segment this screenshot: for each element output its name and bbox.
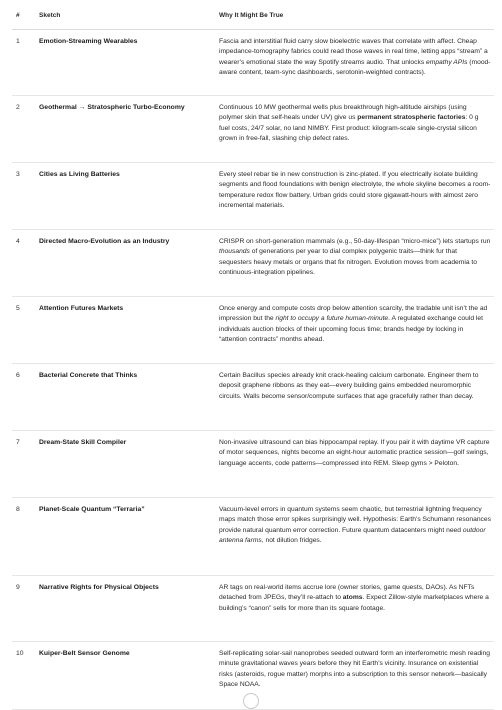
table-row bbox=[12, 297, 494, 364]
header-why: Why It Might Be True bbox=[219, 12, 284, 19]
why-description: Self-replicating solar-sail nanoprobes seeded outward form an interferometric mesh reading minute gravitational waves years before they hit Earth’s vicinity. Insurance on existential risks (asteroids, rogue matter) morphs into a subscription to this sensor network—basically Space NOAA. bbox=[219, 650, 490, 689]
why-description: Non-invasive ultrasound can bias hippocampal replay. If you pair it with daytime VR capture of motor sequences, nights become an eight-hour automatic practice session—golf swings, language accents, code patterns—compressed into REM. Sleep gyms > Peloton. bbox=[219, 439, 490, 467]
table-header bbox=[12, 8, 494, 30]
row-number: 10 bbox=[16, 650, 24, 657]
sketch-title: Bacterial Concrete that Thinks bbox=[39, 372, 138, 379]
row-number: 7 bbox=[16, 439, 20, 446]
why-description: AR tags on real-world items accrue lore (owner stories, game quests, DAOs). As NFTs detached from JPEGs, they’ll re-attach to atoms. Expect Zillow-style marketplaces where a building’s “canon” sells for more than its square footage. bbox=[219, 584, 489, 612]
sketch-title: Attention Futures Markets bbox=[39, 305, 124, 312]
sketch-title: Narrative Rights for Physical Objects bbox=[39, 584, 159, 591]
header-number: # bbox=[16, 12, 20, 19]
row-number: 3 bbox=[16, 171, 20, 178]
table-row bbox=[12, 498, 494, 576]
row-number: 9 bbox=[16, 584, 20, 591]
table-row bbox=[12, 96, 494, 163]
row-number: 2 bbox=[16, 104, 20, 111]
why-description: Every steel rebar tie in new construction is zinc-plated. If you electrically isolate building segments and flood foundations with benign electrolyte, the whole skyline becomes a room-temperature redox flow battery. Urban grids could store gigawatt-hours with almost zero incremental materials. bbox=[219, 171, 491, 210]
header-sketch: Sketch bbox=[39, 12, 61, 19]
sketch-title: Dream-State Skill Compiler bbox=[39, 439, 127, 446]
table-row bbox=[12, 576, 494, 642]
why-description: Fascia and interstitial fluid carry slow bioelectric waves that correlate with affect. Cheap impedance-tomography fabrics could read those waves in real time, letting apps “stream” a wearer’s emotional state the way Spotify streams audio. That unlocks empathy APIs (mood-aware content, team-sync dashboards, serotonin-weighted contracts). bbox=[219, 38, 491, 77]
row-number: 4 bbox=[16, 238, 20, 245]
why-description: Once energy and compute costs drop below attention scarcity, the tradable unit isn’t the ad impression but the right to occupy a future human-minute. A regulated exchange could let individuals auction blocks of their upcoming focus time; brands hedge by locking in “attention contracts” months ahead. bbox=[219, 305, 488, 344]
sketch-title: Geothermal → Stratospheric Turbo-Economy bbox=[39, 104, 185, 111]
row-number: 8 bbox=[16, 506, 20, 513]
why-description: Continuous 10 MW geothermal wells plus breakthrough high-altitude airships (using polymer skin that self-heals under UV) give us permanent stratospheric factories: 0 g fuel costs, 24/7 solar, no land NIMBY. First product: kilogram-scale single-crystal silicon grown in free-fall, slashing chip defect rates. bbox=[219, 104, 479, 143]
sketch-title: Cities as Living Batteries bbox=[39, 171, 120, 178]
table-row bbox=[12, 431, 494, 498]
sketch-title: Directed Macro-Evolution as an Industry bbox=[39, 238, 170, 245]
table-row bbox=[12, 230, 494, 297]
row-number: 5 bbox=[16, 305, 20, 312]
why-description: CRISPR on short-generation mammals (e.g., 50-day-lifespan “micro-mice”) lets startups run thousands of generations per year to dial complex polygenic traits—think fur that sequesters heavy metals or organs that fix nitrogen. Evolution moves from academia to continuous-integration pipelines. bbox=[219, 238, 491, 277]
table-row bbox=[12, 163, 494, 230]
ideas-table bbox=[12, 8, 494, 710]
sketch-title: Emotion-Streaming Wearables bbox=[39, 38, 138, 45]
table-row bbox=[12, 30, 494, 96]
why-description: Certain Bacillus species already knit crack-healing calcium carbonate. Engineer them to deposit graphene ribbons as they eat—every building gains embedded neuromorphic circuits. Walls become sensor/compute surfaces that age gracefully rather than decay. bbox=[219, 372, 479, 400]
row-number: 6 bbox=[16, 372, 20, 379]
sketch-title: Planet-Scale Quantum “Terraria” bbox=[39, 506, 145, 513]
row-number: 1 bbox=[16, 38, 20, 45]
sketch-title: Kuiper-Belt Sensor Genome bbox=[39, 650, 130, 657]
scroll-indicator[interactable] bbox=[243, 693, 259, 709]
table-body bbox=[12, 30, 494, 710]
why-description: Vacuum-level errors in quantum systems seem chaotic, but terrestrial lightning frequency maps match those error spikes surprisingly well. Hypothesis: Earth’s Schumann resonances provide natural quantum error correction. Future quantum datacenters might need outdoor antenna farms, not dilution fridges. bbox=[219, 506, 491, 545]
table-row bbox=[12, 364, 494, 431]
